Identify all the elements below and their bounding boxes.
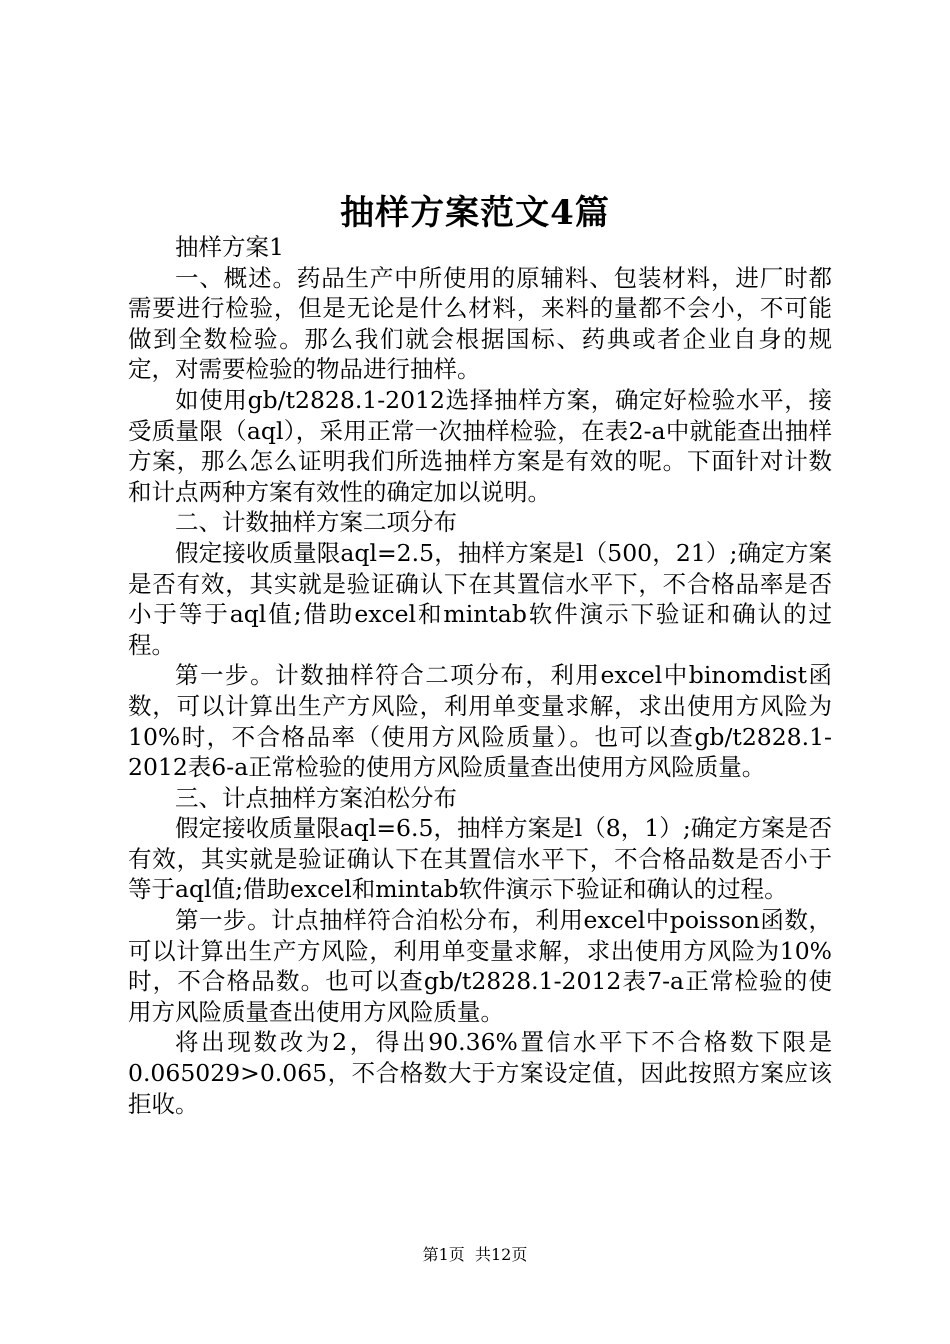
paragraph-binomial-assumption: 假定接收质量限aql=2.5，抽样方案是l（500，21）;确定方案是否有效，其实就是验证确认下在其置信水平下，不合格品率是否小于等于aql值;借助excel和mintab软件演示下验证和确认的过程。 bbox=[128, 538, 832, 659]
section-heading-plan-1: 抽样方案1 bbox=[175, 233, 284, 261]
paragraph-poisson-step1: 第一步。计点抽样符合泊松分布，利用excel中poisson函数，可以计算出生产方风险，利用单变量求解，求出使用方风险为10%时，不合格品数。也可以查gb/t2828.1-2012表7-a正常检验的使用方风险质量查出使用方风险质量。 bbox=[128, 906, 832, 1026]
paragraph-poisson-assumption: 假定接收质量限aql=6.5，抽样方案是l（8，1）;确定方案是否有效，其实就是验证确认下在其置信水平下，不合格品数是否小于等于aql值;借助excel和mintab软件演示下验证和确认的过程。 bbox=[128, 814, 832, 904]
paragraph-overview: 一、概述。药品生产中所使用的原辅料、包装材料，进厂时都需要进行检验，但是无论是什么材料，来料的量都不会小，不可能做到全数检验。那么我们就会根据国标、药典或者企业自身的规定，对需要检验的物品进行抽样。 bbox=[128, 263, 832, 384]
page-number: 第1页 bbox=[422, 1245, 465, 1264]
page-footer bbox=[0, 1242, 950, 1265]
page-total: 共12页 bbox=[474, 1245, 528, 1264]
paragraph-binomial-step1: 第一步。计数抽样符合二项分布，利用excel中binomdist函数，可以计算出生产方风险，利用单变量求解，求出使用方风险为10%时，不合格品率（使用方风险质量）。也可以查gb/t2828.1-2012表6-a正常检验的使用方风险质量查出使用方风险质量。 bbox=[128, 661, 832, 782]
paragraph-conclusion: 将出现数改为2，得出90.36%置信水平下不合格数下限是0.065029>0.065，不合格数大于方案设定值，因此按照方案应该拒收。 bbox=[128, 1028, 832, 1118]
section-heading-binomial: 二、计数抽样方案二项分布 bbox=[175, 508, 457, 537]
document-title: 抽样方案范文4篇 bbox=[340, 193, 610, 233]
document-body bbox=[128, 232, 832, 1119]
paragraph-gb-standard: 如使用gb/t2828.1-2012选择抽样方案，确定好检验水平，接受质量限（aql），采用正常一次抽样检验，在表2-a中就能查出抽样方案，那么怎么证明我们所选抽样方案是有效的呢。下面针对计数和计点两种方案有效性的确定加以说明。 bbox=[128, 385, 832, 506]
section-heading-poisson: 三、计点抽样方案泊松分布 bbox=[175, 783, 457, 812]
